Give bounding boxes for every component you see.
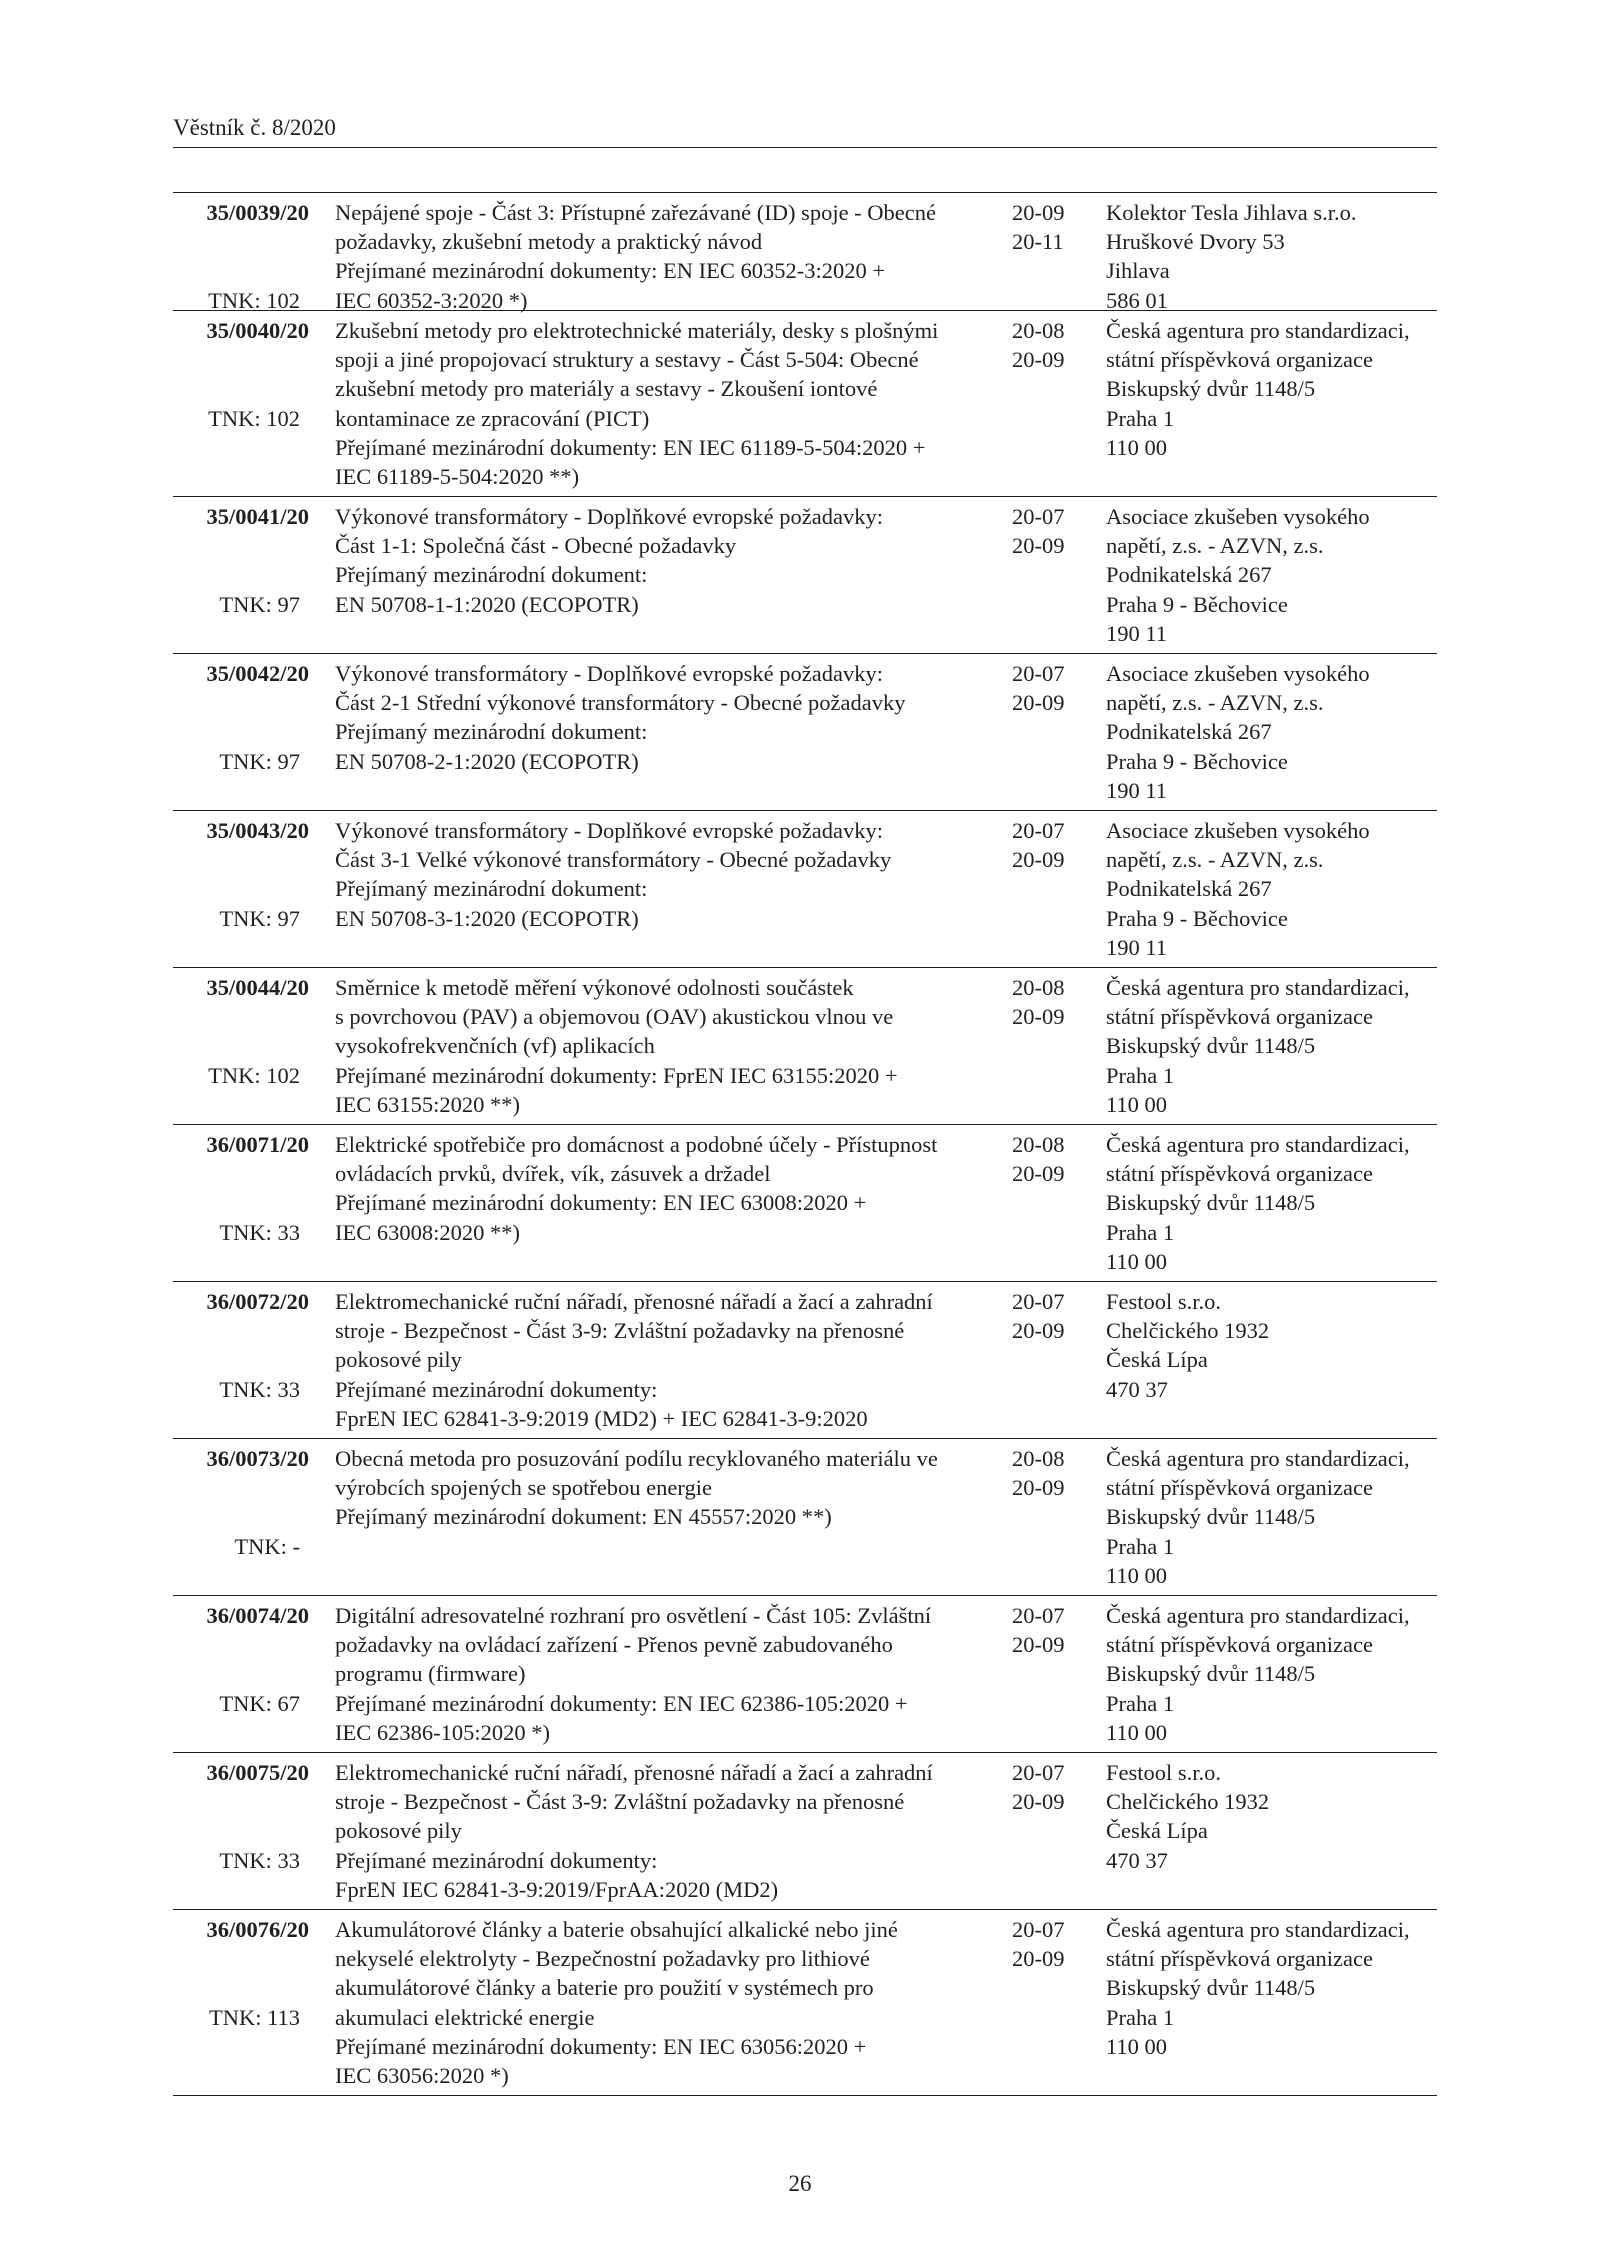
address-line: Podnikatelská 267 bbox=[1106, 719, 1272, 745]
standard-title bbox=[335, 1758, 995, 1904]
standard-title bbox=[335, 198, 995, 315]
address-line: 470 37 bbox=[1106, 1376, 1168, 1402]
processor-address bbox=[1106, 973, 1437, 1119]
document-number: 35/0041/20 bbox=[206, 504, 309, 529]
address-line: Asociace zkušeben vysokého bbox=[1106, 661, 1370, 686]
tnk-number: TNK: 67 bbox=[219, 1690, 300, 1716]
processor-address bbox=[1106, 1130, 1437, 1276]
date: 20-09 bbox=[1012, 1161, 1065, 1187]
address-line: Podnikatelská 267 bbox=[1106, 876, 1272, 902]
date-range bbox=[1012, 1758, 1102, 1816]
address-line: napětí, z.s. - AZVN, z.s. bbox=[1106, 690, 1324, 716]
standard-title bbox=[335, 316, 995, 491]
date: 20-09 bbox=[1012, 1004, 1065, 1030]
date: 20-08 bbox=[1012, 318, 1065, 343]
title-line: IEC 63056:2020 *) bbox=[335, 2063, 509, 2089]
date-range bbox=[1012, 1287, 1102, 1345]
tnk-number: TNK: 33 bbox=[219, 1847, 300, 1873]
date: 20-08 bbox=[1012, 1446, 1065, 1471]
title-line: akumulaci elektrické energie bbox=[335, 2004, 595, 2030]
processor-address bbox=[1106, 1915, 1437, 2061]
title-line: FprEN IEC 62841-3-9:2019/FprAA:2020 (MD2) bbox=[335, 1876, 779, 1902]
tnk-number: TNK: - bbox=[234, 1533, 300, 1559]
title-line: EN 50708-2-1:2020 (ECOPOTR) bbox=[335, 748, 639, 774]
address-line: 110 00 bbox=[1106, 434, 1168, 460]
date-range bbox=[1012, 198, 1102, 256]
processor-address bbox=[1106, 1601, 1437, 1747]
document-number: 36/0075/20 bbox=[206, 1760, 309, 1785]
standard-title bbox=[335, 1444, 995, 1532]
document-number: 36/0072/20 bbox=[206, 1289, 309, 1314]
date-range bbox=[1012, 1601, 1102, 1659]
address-line: Hruškové Dvory 53 bbox=[1106, 229, 1285, 255]
title-line: Přejímané mezinárodní dokumenty: EN IEC 62386-105:2020 + bbox=[335, 1690, 908, 1716]
date-range bbox=[1012, 659, 1102, 717]
address-line: 110 00 bbox=[1106, 1248, 1168, 1274]
date: 20-08 bbox=[1012, 975, 1065, 1000]
document-number: 35/0039/20 bbox=[206, 200, 309, 225]
table-row bbox=[173, 1125, 1437, 1282]
address-line: Praha 9 - Běchovice bbox=[1106, 905, 1288, 931]
date: 20-09 bbox=[1012, 1946, 1065, 1972]
title-line: Výkonové transformátory - Doplňkové evropské požadavky: bbox=[335, 504, 883, 529]
address-line: Česká agentura pro standardizaci, bbox=[1106, 1603, 1410, 1628]
title-line: IEC 63155:2020 **) bbox=[335, 1091, 520, 1117]
table-row bbox=[173, 1753, 1437, 1910]
title-line: stroje - Bezpečnost - Část 3-9: Zvláštní požadavky na přenosné bbox=[335, 1318, 905, 1344]
processor-address bbox=[1106, 659, 1437, 805]
tnk-number: TNK: 102 bbox=[208, 405, 300, 431]
tnk-number: TNK: 33 bbox=[219, 1376, 300, 1402]
tnk-number: TNK: 97 bbox=[219, 591, 300, 617]
date: 20-09 bbox=[1012, 347, 1065, 373]
address-line: Česká agentura pro standardizaci, bbox=[1106, 1446, 1410, 1471]
address-line: Česká agentura pro standardizaci, bbox=[1106, 318, 1410, 343]
date: 20-07 bbox=[1012, 1917, 1065, 1942]
document-number: 36/0071/20 bbox=[206, 1132, 309, 1157]
standard-title bbox=[335, 502, 995, 619]
address-line: 190 11 bbox=[1106, 934, 1168, 960]
table-row bbox=[173, 1910, 1437, 2096]
table-row bbox=[173, 1439, 1437, 1596]
address-line: Praha 1 bbox=[1106, 1690, 1175, 1716]
processor-address bbox=[1106, 1758, 1437, 1875]
title-line: Zkušební metody pro elektrotechnické materiály, desky s plošnými bbox=[335, 318, 939, 343]
title-line: Přejímaný mezinárodní dokument: bbox=[335, 719, 648, 745]
standard-title bbox=[335, 973, 995, 1119]
document-number: 36/0076/20 bbox=[206, 1917, 309, 1942]
address-line: státní příspěvková organizace bbox=[1106, 1004, 1373, 1030]
title-line: Část 1-1: Společná část - Obecné požadavky bbox=[335, 533, 737, 559]
processor-address bbox=[1106, 198, 1437, 315]
address-line: napětí, z.s. - AZVN, z.s. bbox=[1106, 533, 1324, 559]
title-line: Přejímané mezinárodní dokumenty: EN IEC 61189-5-504:2020 + bbox=[335, 434, 926, 460]
address-line: napětí, z.s. - AZVN, z.s. bbox=[1106, 847, 1324, 873]
address-line: Chelčického 1932 bbox=[1106, 1789, 1270, 1815]
address-line: Asociace zkušeben vysokého bbox=[1106, 504, 1370, 529]
address-line: 110 00 bbox=[1106, 1562, 1168, 1588]
address-line: Asociace zkušeben vysokého bbox=[1106, 818, 1370, 843]
address-line: státní příspěvková organizace bbox=[1106, 1475, 1373, 1501]
date-range bbox=[1012, 1130, 1102, 1188]
address-line: Praha 1 bbox=[1106, 1533, 1175, 1559]
address-line: státní příspěvková organizace bbox=[1106, 1632, 1373, 1658]
title-line: Přejímané mezinárodní dokumenty: EN IEC 63056:2020 + bbox=[335, 2033, 867, 2059]
table-row bbox=[173, 497, 1437, 654]
address-line: Biskupský dvůr 1148/5 bbox=[1106, 1033, 1316, 1059]
title-line: výrobcích spojených se spotřebou energie bbox=[335, 1475, 712, 1501]
address-line: Biskupský dvůr 1148/5 bbox=[1106, 376, 1316, 402]
address-line: Festool s.r.o. bbox=[1106, 1289, 1222, 1314]
title-line: Nepájené spoje - Část 3: Přístupné zařezávané (ID) spoje - Obecné bbox=[335, 200, 937, 225]
date: 20-09 bbox=[1012, 1789, 1065, 1815]
address-line: Praha 9 - Běchovice bbox=[1106, 591, 1288, 617]
processor-address bbox=[1106, 502, 1437, 648]
title-line: Výkonové transformátory - Doplňkové evropské požadavky: bbox=[335, 661, 883, 686]
date: 20-09 bbox=[1012, 1475, 1065, 1501]
date: 20-09 bbox=[1012, 690, 1065, 716]
title-line: Přejímané mezinárodní dokumenty: EN IEC 63008:2020 + bbox=[335, 1190, 867, 1216]
title-line: Elektromechanické ruční nářadí, přenosné nářadí a žací a zahradní bbox=[335, 1289, 933, 1314]
tnk-number: TNK: 33 bbox=[219, 1219, 300, 1245]
title-line: akumulátorové články a baterie pro použití v systémech pro bbox=[335, 1975, 874, 2001]
title-line: FprEN IEC 62841-3-9:2019 (MD2) + IEC 62841-3-9:2020 bbox=[335, 1405, 868, 1431]
title-line: Elektromechanické ruční nářadí, přenosné nářadí a žací a zahradní bbox=[335, 1760, 933, 1785]
date: 20-09 bbox=[1012, 847, 1065, 873]
document-number: 36/0073/20 bbox=[206, 1446, 309, 1471]
title-line: IEC 61189-5-504:2020 **) bbox=[335, 464, 580, 490]
title-line: EN 50708-3-1:2020 (ECOPOTR) bbox=[335, 905, 639, 931]
title-line: programu (firmware) bbox=[335, 1661, 526, 1687]
document-number: 35/0042/20 bbox=[206, 661, 309, 686]
address-line: Biskupský dvůr 1148/5 bbox=[1106, 1975, 1316, 2001]
address-line: Biskupský dvůr 1148/5 bbox=[1106, 1190, 1316, 1216]
address-line: 190 11 bbox=[1106, 620, 1168, 646]
title-line: IEC 60352-3:2020 *) bbox=[335, 287, 528, 313]
title-line: Přejímaný mezinárodní dokument: EN 45557:2020 **) bbox=[335, 1504, 832, 1530]
document-number: 35/0043/20 bbox=[206, 818, 309, 843]
address-line: 110 00 bbox=[1106, 2033, 1168, 2059]
tnk-number: TNK: 102 bbox=[208, 1062, 300, 1088]
tnk-number: TNK: 113 bbox=[208, 2004, 300, 2030]
tnk-number: TNK: 97 bbox=[219, 748, 300, 774]
title-line: Přejímaný mezinárodní dokument: bbox=[335, 562, 648, 588]
title-line: Přejímané mezinárodní dokumenty: FprEN IEC 63155:2020 + bbox=[335, 1062, 898, 1088]
date-range bbox=[1012, 1444, 1102, 1502]
title-line: nekyselé elektrolyty - Bezpečnostní požadavky pro lithiové bbox=[335, 1946, 870, 1972]
title-line: EN 50708-1-1:2020 (ECOPOTR) bbox=[335, 591, 639, 617]
title-line: vysokofrekvenčních (vf) aplikacích bbox=[335, 1033, 655, 1059]
title-line: zkušební metody pro materiály a sestavy - Zkoušení iontové bbox=[335, 376, 878, 402]
table-row bbox=[173, 1282, 1437, 1439]
address-line: Česká agentura pro standardizaci, bbox=[1106, 975, 1410, 1000]
address-line: Praha 1 bbox=[1106, 1062, 1175, 1088]
table-row bbox=[173, 193, 1437, 311]
title-line: IEC 63008:2020 **) bbox=[335, 1219, 520, 1245]
standard-title bbox=[335, 1287, 995, 1433]
address-line: Praha 1 bbox=[1106, 2004, 1175, 2030]
address-line: Podnikatelská 267 bbox=[1106, 562, 1272, 588]
title-line: pokosové pily bbox=[335, 1818, 462, 1844]
title-line: Přejímaný mezinárodní dokument: bbox=[335, 876, 648, 902]
document-number: 36/0074/20 bbox=[206, 1603, 309, 1628]
standard-title bbox=[335, 659, 995, 776]
title-line: Elektrické spotřebiče pro domácnost a podobné účely - Přístupnost bbox=[335, 1132, 938, 1157]
date: 20-07 bbox=[1012, 1760, 1065, 1785]
title-line: ovládacích prvků, dvířek, vík, zásuvek a držadel bbox=[335, 1161, 771, 1187]
title-line: Část 3-1 Velké výkonové transformátory - Obecné požadavky bbox=[335, 847, 892, 873]
title-line: Přejímané mezinárodní dokumenty: EN IEC 60352-3:2020 + bbox=[335, 258, 886, 284]
document-number: 35/0044/20 bbox=[206, 975, 309, 1000]
page-number: 26 bbox=[788, 2171, 812, 2196]
address-line: Festool s.r.o. bbox=[1106, 1760, 1222, 1785]
date: 20-07 bbox=[1012, 1603, 1065, 1628]
table-row bbox=[173, 654, 1437, 811]
address-line: státní příspěvková organizace bbox=[1106, 1946, 1373, 1972]
address-line: Biskupský dvůr 1148/5 bbox=[1106, 1661, 1316, 1687]
date-range bbox=[1012, 1915, 1102, 1973]
address-line: státní příspěvková organizace bbox=[1106, 1161, 1373, 1187]
address-line: Praha 1 bbox=[1106, 1219, 1175, 1245]
date: 20-09 bbox=[1012, 1318, 1065, 1344]
title-line: s povrchovou (PAV) a objemovou (OAV) akustickou vlnou ve bbox=[335, 1004, 894, 1030]
table-row bbox=[173, 811, 1437, 968]
date-range bbox=[1012, 816, 1102, 874]
address-line: státní příspěvková organizace bbox=[1106, 347, 1373, 373]
title-line: stroje - Bezpečnost - Část 3-9: Zvláštní požadavky na přenosné bbox=[335, 1789, 905, 1815]
title-line: Akumulátorové články a baterie obsahující alkalické nebo jiné bbox=[335, 1917, 898, 1942]
date: 20-07 bbox=[1012, 1289, 1065, 1314]
processor-address bbox=[1106, 1444, 1437, 1590]
address-line: Praha 9 - Běchovice bbox=[1106, 748, 1288, 774]
table-row bbox=[173, 1596, 1437, 1753]
processor-address bbox=[1106, 316, 1437, 462]
address-line: Česká agentura pro standardizaci, bbox=[1106, 1132, 1410, 1157]
date: 20-07 bbox=[1012, 504, 1065, 529]
address-line: Chelčického 1932 bbox=[1106, 1318, 1270, 1344]
title-line: požadavky na ovládací zařízení - Přenos pevně zabudovaného bbox=[335, 1632, 893, 1658]
title-line: Část 2-1 Střední výkonové transformátory - Obecné požadavky bbox=[335, 690, 906, 716]
title-line: spoji a jiné propojovací struktury a sestavy - Část 5-504: Obecné bbox=[335, 347, 919, 373]
title-line: Přejímané mezinárodní dokumenty: bbox=[335, 1847, 658, 1873]
table-row bbox=[173, 311, 1437, 497]
address-line: Česká Lípa bbox=[1106, 1818, 1208, 1844]
tnk-number: TNK: 97 bbox=[219, 905, 300, 931]
standard-title bbox=[335, 1130, 995, 1247]
address-line: Jihlava bbox=[1106, 258, 1170, 284]
title-line: kontaminace ze zpracování (PICT) bbox=[335, 405, 650, 431]
document-number: 35/0040/20 bbox=[206, 318, 309, 343]
address-line: Praha 1 bbox=[1106, 405, 1175, 431]
processor-address bbox=[1106, 816, 1437, 962]
date: 20-09 bbox=[1012, 533, 1065, 559]
processor-address bbox=[1106, 1287, 1437, 1404]
date: 20-09 bbox=[1012, 1632, 1065, 1658]
address-line: 586 01 bbox=[1106, 287, 1168, 313]
standard-title bbox=[335, 1601, 995, 1747]
address-line: 190 11 bbox=[1106, 777, 1168, 803]
standard-title bbox=[335, 816, 995, 933]
title-line: požadavky, zkušební metody a praktický návod bbox=[335, 229, 763, 255]
title-line: pokosové pily bbox=[335, 1347, 462, 1373]
date: 20-11 bbox=[1012, 229, 1064, 255]
date: 20-07 bbox=[1012, 818, 1065, 843]
journal-title: Věstník č. 8/2020 bbox=[173, 115, 336, 140]
date: 20-09 bbox=[1012, 200, 1065, 225]
title-line: Digitální adresovatelné rozhraní pro osvětlení - Část 105: Zvláštní bbox=[335, 1603, 932, 1628]
title-line: Směrnice k metodě měření výkonové odolnosti součástek bbox=[335, 975, 854, 1000]
address-line: Biskupský dvůr 1148/5 bbox=[1106, 1504, 1316, 1530]
address-line: Česká Lípa bbox=[1106, 1347, 1208, 1373]
date: 20-08 bbox=[1012, 1132, 1065, 1157]
date-range bbox=[1012, 502, 1102, 560]
title-line: Výkonové transformátory - Doplňkové evropské požadavky: bbox=[335, 818, 883, 843]
address-line: 110 00 bbox=[1106, 1719, 1168, 1745]
address-line: 470 37 bbox=[1106, 1847, 1168, 1873]
date: 20-07 bbox=[1012, 661, 1065, 686]
date-range bbox=[1012, 973, 1102, 1031]
address-line: Kolektor Tesla Jihlava s.r.o. bbox=[1106, 200, 1357, 225]
title-line: Přejímané mezinárodní dokumenty: bbox=[335, 1376, 658, 1402]
date-range bbox=[1012, 316, 1102, 374]
table-row bbox=[173, 968, 1437, 1125]
address-line: 110 00 bbox=[1106, 1091, 1168, 1117]
tnk-number: TNK: 102 bbox=[208, 287, 300, 313]
standard-title bbox=[335, 1915, 995, 2090]
standards-table bbox=[173, 192, 1437, 2096]
title-line: Obecná metoda pro posuzování podílu recyklovaného materiálu ve bbox=[335, 1446, 938, 1471]
title-line: IEC 62386-105:2020 *) bbox=[335, 1719, 550, 1745]
address-line: Česká agentura pro standardizaci, bbox=[1106, 1917, 1410, 1942]
page-header bbox=[173, 113, 1437, 148]
